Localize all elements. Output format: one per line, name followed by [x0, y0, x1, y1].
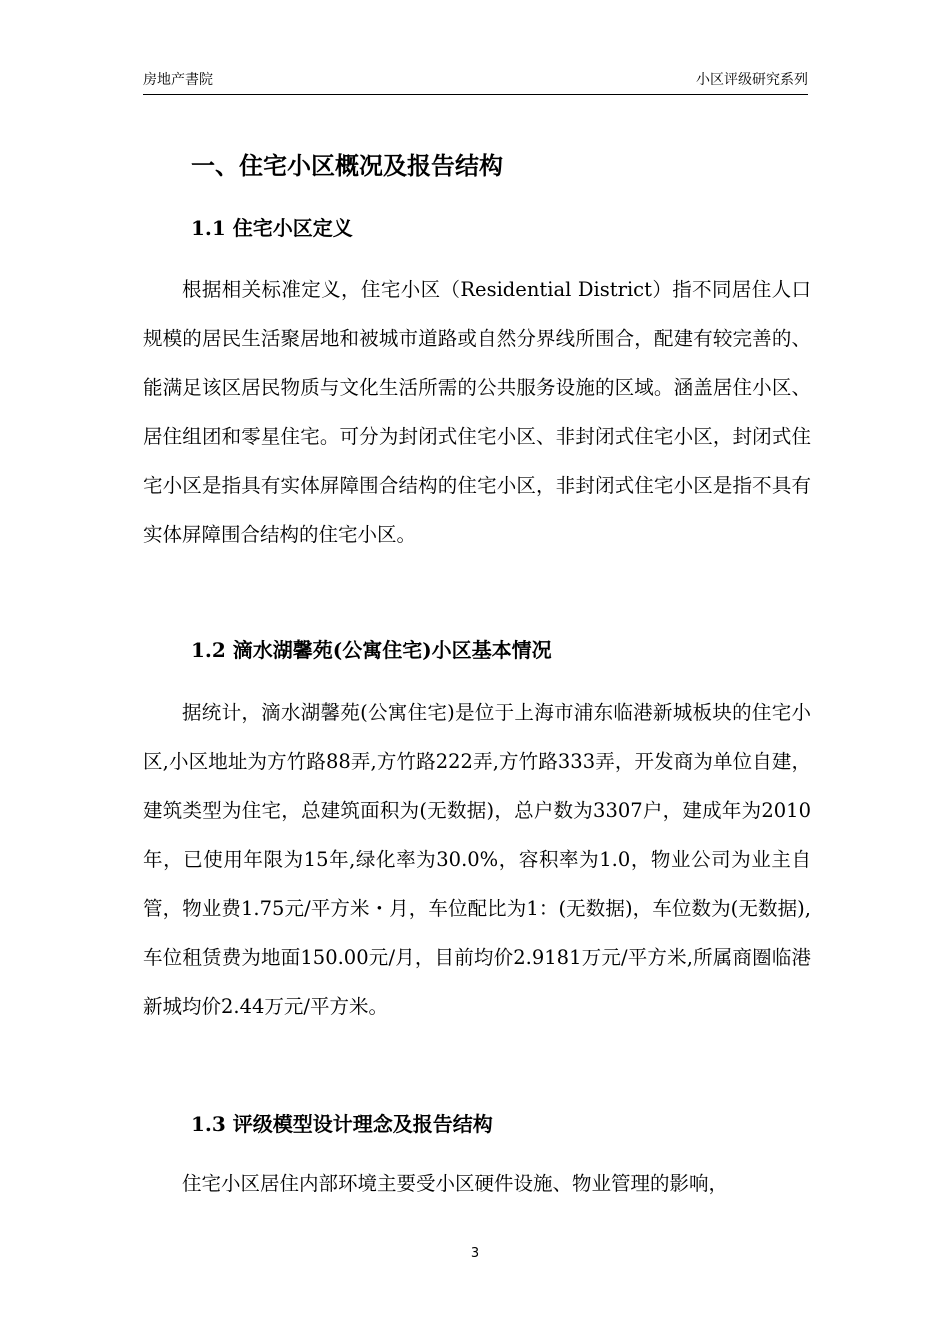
header-publisher: 房地产書院 — [143, 72, 213, 88]
chapter-heading: 一、住宅小区概况及报告结构 — [191, 151, 503, 180]
section-body-1-3: 住宅小区居住内部环境主要受小区硬件设施、物业管理的影响， — [182, 1172, 729, 1195]
section-body-1-1: 根据相关标准定义，住宅小区（Residential District）指不同居住人口规模的居民生活聚居地和被城市道路或自然分界线所围合，配建有较完善的、能满足该区居民物质与文化生活所需的公共服务设施的区域。涵盖居住小区、居住组团和零星住宅。可分为封闭式住宅小区、非封闭式住宅小区，封闭式住宅小区是指具有实体屏障围合结构的住宅小区，非封闭式住宅小区是指不具有实体屏障围合结构的住宅小区。 — [143, 278, 811, 546]
section-body-1-2: 据统计，滴水湖馨苑(公寓住宅)是位于上海市浦东临港新城板块的住宅小区,小区地址为方竹路88弄,方竹路222弄,方竹路333弄，开发商为单位自建，建筑类型为住宅，总建筑面积为(无数据)，总户数为3307户，建成年为2010年，已使用年限为15年,绿化率为30.0%，容积率为1.0，物业公司为业主自管，物业费1.75元/平方米・月，车位配比为1：(无数据)，车位数为(无数据),车位租赁费为地面150.00元/月，目前均价2.9181万元/平方米,所属商圈临港新城均价2.44万元/平方米。 — [143, 701, 811, 1018]
header-series-title: 小区评级研究系列 — [696, 72, 808, 88]
section-heading-1-2: 1.2 滴水湖馨苑(公寓住宅)小区基本情况 — [191, 638, 552, 662]
page-number: 3 — [470, 1246, 480, 1261]
page-header — [143, 66, 808, 95]
section-heading-1-3: 1.3 评级模型设计理念及报告结构 — [191, 1112, 493, 1136]
section-heading-1-1: 1.1 住宅小区定义 — [191, 216, 353, 240]
